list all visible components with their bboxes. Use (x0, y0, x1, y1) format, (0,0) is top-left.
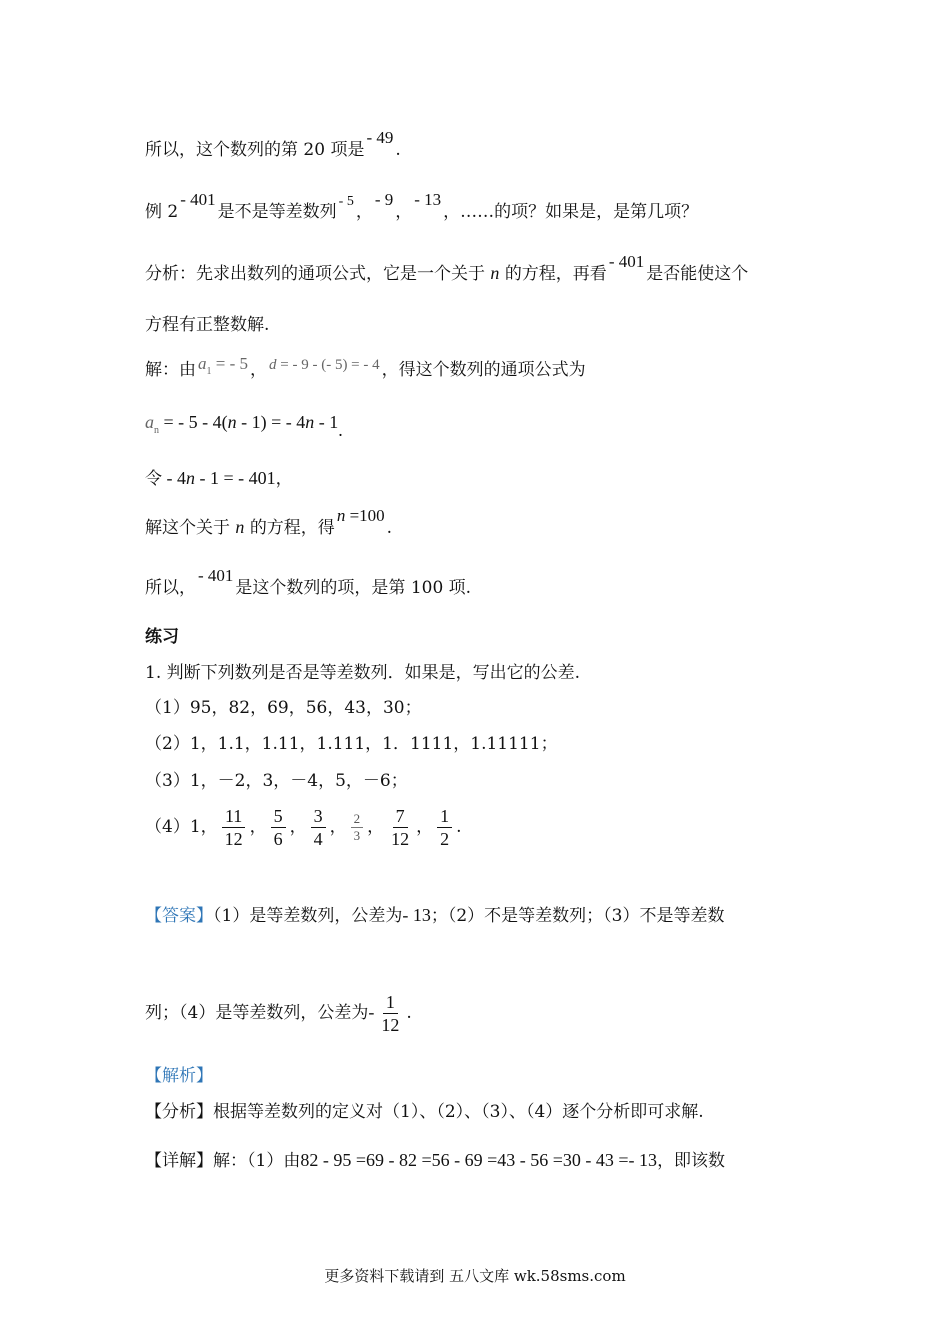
solution-line: 解：由 $a_1$ = - 5 ， d = - 9 - (- 5) = - 4 ，得这个数列的通项公式为 (145, 354, 586, 380)
fraction: $\frac{3}{4}$ (311, 805, 326, 850)
fraction: $\frac{2}{3}$ (351, 811, 364, 844)
explanation-tag: 【解析】 (145, 1066, 213, 1086)
question-1-part-2: （2）1，1.1，1.11，1.111，1．1111，1.11111； (145, 734, 558, 754)
general-formula: $a_n$ = - 5 - 4(n - 1) = - 4n - 1. (145, 412, 343, 440)
question-1: 1. 判断下列数列是否是等差数列．如果是，写出它的公差. (145, 663, 581, 683)
math-value: - 5 (338, 194, 354, 209)
math-value: - 13 (414, 190, 442, 209)
analysis-summary: 【分析】根据等差数列的定义对（1）、（2）、（3）、（4）逐个分析即可求解. (145, 1102, 704, 1122)
math-value: - 401 (180, 190, 216, 209)
question-1-part-4: （4）1， $\frac{11}{12}$ ， $\frac{5}{6}$ ， $\frac{3}{4}$ ， $\frac{2}{3}$ ， $\frac{7}{12}$ ， $\frac{1}{2}$ . (145, 806, 462, 849)
practice-heading: 练习 (145, 627, 179, 647)
question-1-part-1: （1）95，82，69，56，43，30； (145, 698, 422, 718)
fraction: $\frac{7}{12}$ (391, 806, 410, 849)
detailed-solution: 【详解】解：（1）由82 - 95 =69 - 82 =56 - 69 =43 - 56 =30 - 43 =- 13，即该数 (145, 1150, 726, 1171)
question-1-part-3: （3）1，－2，3，－4，5，－6； (145, 771, 408, 791)
fraction: $\frac{5}{6}$ (271, 805, 286, 850)
footer-download-note: 更多资料下载请到 五八文库 wk.58sms.com (324, 1267, 626, 1285)
solve-equation-line: 解这个关于 n 的方程，得n =100. (145, 506, 393, 538)
analysis-line-2: 方程有正整数解. (145, 315, 270, 335)
math-value: - 9 (374, 190, 394, 209)
answer-line-2: 列；（4）是等差数列，公差为- $\frac{1}{12}$ . (145, 992, 412, 1035)
analysis-line: 分析：先求出数列的通项公式，它是一个关于 n 的方程，再看- 401是否能使这个 (145, 252, 749, 284)
answer-line-1: 【答案】（1）是等差数列，公差为- 13；（2）不是等差数列；（3）不是等差数 (145, 905, 725, 926)
example-2-question: 例 2- 401是不是等差数列$^{- 5}$，- 9，- 13，……的项？如果是，是第几项？ (145, 190, 699, 222)
math-value: - 49 (366, 128, 394, 147)
conclusion-line: 所以，- 401是这个数列的项，是第 100 项. (145, 566, 472, 598)
answer-tag: 【答案】 (145, 906, 213, 926)
fraction: $\frac{11}{12}$ (222, 805, 246, 850)
line-20th-term: 所以，这个数列的第 20 项是- 49. (145, 128, 401, 160)
math-value: - 401 (608, 252, 645, 271)
fraction: $\frac{1}{2}$ (437, 805, 452, 850)
math-value: - 401 (198, 566, 234, 585)
equation-line: 令 - 4n - 1 = - 401， (145, 468, 293, 489)
fraction: $\frac{1}{12}$ (381, 992, 400, 1035)
